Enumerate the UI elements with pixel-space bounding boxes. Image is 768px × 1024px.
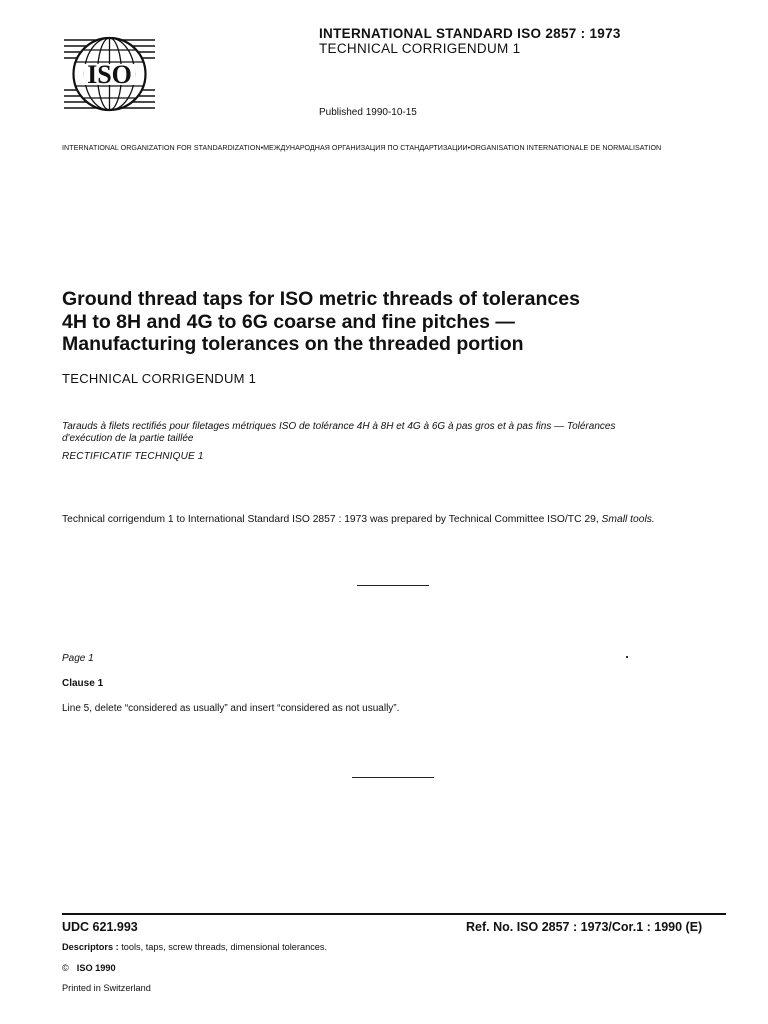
published-date: Published 1990-10-15 xyxy=(319,107,417,118)
standard-subtitle: TECHNICAL CORRIGENDUM 1 xyxy=(319,41,521,56)
corrigendum-label: TECHNICAL CORRIGENDUM 1 xyxy=(62,371,257,386)
descriptors-text: tools, taps, screw threads, dimensional tolerances. xyxy=(118,942,328,952)
descriptors-label: Descriptors : xyxy=(62,942,119,952)
title-line-1: Ground thread taps for ISO metric threads of tolerances xyxy=(62,288,580,310)
french-title xyxy=(62,421,722,445)
copyright-text: ISO 1990 xyxy=(76,963,116,973)
preparation-statement xyxy=(62,514,655,525)
separator-rule xyxy=(357,585,429,586)
iso-logo xyxy=(62,34,157,114)
page-reference: Page 1 xyxy=(62,653,94,664)
copyright xyxy=(62,963,116,973)
udc-number: UDC 621.993 xyxy=(62,920,138,934)
reference-number: Ref. No. ISO 2857 : 1973/Cor.1 : 1990 (E) xyxy=(466,920,703,934)
title-line-2: 4H to 8H and 4G to 6G coarse and fine pitches — xyxy=(62,310,515,333)
logo-lettering: ISO xyxy=(87,60,132,89)
footer-rule xyxy=(62,913,726,915)
french-title-line-1: Tarauds à filets rectifiés pour filetages métriques ISO de tolérance 4H à 8H et 4G à 6G à pas gros et à pas fins — Tolérances xyxy=(62,421,616,432)
separator-rule xyxy=(352,777,434,778)
descriptors xyxy=(62,942,327,952)
clause-heading: Clause 1 xyxy=(62,678,104,689)
committee-name: Small tools. xyxy=(601,514,655,525)
correction-text: Line 5, delete “considered as usually” and insert “considered as not usually”. xyxy=(62,703,400,714)
document-title xyxy=(62,288,742,356)
french-subtitle: RECTIFICATIF TECHNIQUE 1 xyxy=(62,451,204,462)
copyright-icon: © xyxy=(62,963,69,973)
standard-title: INTERNATIONAL STANDARD ISO 2857 : 1973 xyxy=(319,26,621,41)
printed-location: Printed in Switzerland xyxy=(62,983,151,993)
iso-globe-icon xyxy=(62,34,157,114)
french-title-line-2: d'exécution de la partie taillée xyxy=(62,433,194,444)
title-line-3: Manufacturing tolerances on the threaded portion xyxy=(62,333,524,355)
preparation-text: Technical corrigendum 1 to International Standard ISO 2857 : 1973 was prepared by Technical Committee ISO/TC 29, xyxy=(62,514,602,525)
organization-line: INTERNATIONAL ORGANIZATION FOR STANDARDIZATION•МЕЖДУНАРОДНАЯ ОРГАНИЗАЦИЯ ПО СТАНДАРТИЗАЦИИ•ORGANISATION INTERNATIONALE DE NORMALISATION xyxy=(62,144,662,152)
scan-speck xyxy=(626,656,628,658)
